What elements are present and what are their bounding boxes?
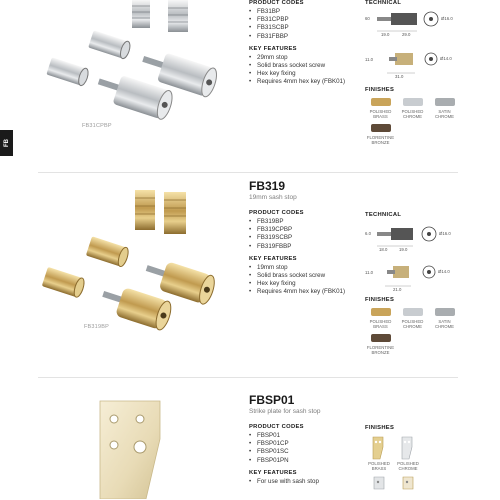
list-item: • Solid brass socket screw xyxy=(249,272,364,280)
more-finish-swatches xyxy=(365,476,475,490)
dim-label: 31.0 xyxy=(395,74,404,79)
chrome-swatch-icon xyxy=(402,96,424,108)
product-codes-heading: PRODUCT CODES xyxy=(249,424,304,430)
dim-label: 19.0 xyxy=(399,247,408,252)
photo-caption: FB319BP xyxy=(84,324,109,330)
product-title: FB319 xyxy=(249,179,286,193)
product-section-fb319 xyxy=(0,172,500,377)
dim-label: 21.0 xyxy=(393,287,402,292)
product-subtitle: Strike plate for sash stop xyxy=(249,408,321,415)
technical-finishes xyxy=(365,212,475,355)
dim-label: 6.0 xyxy=(365,231,371,236)
chrome-swatch-icon xyxy=(402,306,424,318)
dim-label: Ø16.0 xyxy=(441,16,453,21)
list-item: • Hex key fixing xyxy=(249,280,364,288)
side-tab-label: FB xyxy=(3,139,10,147)
finish-label: SATIN CHROME xyxy=(434,319,455,329)
finish-swatch xyxy=(365,122,396,145)
list-item: • FB319FBBP xyxy=(249,243,364,251)
technical-finishes xyxy=(365,0,475,145)
technical-drawing-svg xyxy=(365,220,475,292)
list-item: • Hex key fixing xyxy=(249,70,364,78)
finish-label: POLISHED CHROME xyxy=(401,319,424,329)
technical-drawing-svg xyxy=(365,8,475,80)
finish-swatch xyxy=(365,96,396,119)
product-codes-list xyxy=(249,432,364,465)
satin-swatch-icon xyxy=(434,306,456,318)
finishes-grid xyxy=(365,96,465,148)
bronze-swatch-icon xyxy=(370,122,392,134)
product-subtitle: 19mm sash stop xyxy=(249,194,297,201)
product-title: FBSP01 xyxy=(249,393,295,407)
list-item: • 29mm stop xyxy=(249,54,364,62)
list-item: • FB319CPBP xyxy=(249,226,364,234)
list-item: • For use with sash stop xyxy=(249,478,364,486)
finish-label: FLORENTINE BRONZE xyxy=(366,345,395,355)
technical-drawing xyxy=(365,8,475,80)
finish-label: POLISHED BRASS xyxy=(369,109,392,119)
dim-label: 29.0 xyxy=(402,32,411,37)
product-details xyxy=(249,180,364,297)
list-item: • FB319BP xyxy=(249,218,364,226)
key-features-list xyxy=(249,264,364,297)
brass-plate-swatch-icon xyxy=(371,436,387,460)
chrome-plate-swatch-icon xyxy=(400,436,416,460)
bronze-swatch-icon xyxy=(370,332,392,344)
brass-swatch-icon xyxy=(370,96,392,108)
list-item: • FB31SCBP xyxy=(249,24,364,32)
key-features-list xyxy=(249,478,364,486)
list-item: • FBSP01PN xyxy=(249,457,364,465)
dim-label: 18.0 xyxy=(379,247,388,252)
list-item: • FBSP01CP xyxy=(249,440,364,448)
finish-swatch xyxy=(429,306,460,329)
product-details xyxy=(249,394,364,486)
finish-label: SATIN CHROME xyxy=(434,109,455,119)
list-item: • FBSP01SC xyxy=(249,448,364,456)
product-details xyxy=(249,0,364,87)
product-section-fbsp01 xyxy=(0,377,500,500)
finishes-column xyxy=(365,425,475,490)
finish-swatch xyxy=(429,96,460,119)
product-photo-fb31 xyxy=(40,0,230,135)
key-features-list xyxy=(249,54,364,87)
satin-plate-swatch-icon xyxy=(372,476,388,490)
list-item: • Requires 4mm hex key (FBK01) xyxy=(249,288,364,296)
finish-swatch xyxy=(397,306,428,329)
finishes-grid xyxy=(365,306,465,358)
finish-label: POLISHED BRASS xyxy=(368,461,390,471)
finishes-grid xyxy=(365,436,465,474)
product-codes-list xyxy=(249,8,364,41)
dim-label: 19.0 xyxy=(381,32,390,37)
key-features-heading: KEY FEATURES xyxy=(249,255,297,262)
dim-label: Ø16.0 xyxy=(439,231,451,236)
finish-swatch xyxy=(365,436,393,471)
dim-label: 11.0 xyxy=(365,57,374,62)
list-item: • Requires 4mm hex key (FBK01) xyxy=(249,78,364,86)
product-codes-heading: PRODUCT CODES xyxy=(249,210,304,216)
product-codes-heading: PRODUCT CODES xyxy=(249,0,304,6)
finish-swatch xyxy=(394,436,422,471)
product-photo-fb319 xyxy=(40,190,230,340)
list-item: • FB31FBBP xyxy=(249,33,364,41)
satin-swatch-icon xyxy=(434,96,456,108)
dim-label: 11.0 xyxy=(365,270,374,275)
dim-label: Ø14.0 xyxy=(440,56,452,61)
dim-label: 60 xyxy=(365,16,370,21)
finishes-heading: FINISHES xyxy=(365,297,395,303)
brass-swatch-icon xyxy=(370,306,392,318)
list-item: • FB31CPBP xyxy=(249,16,364,24)
product-codes-list xyxy=(249,218,364,251)
technical-heading: TECHNICAL xyxy=(365,212,402,218)
finish-swatch xyxy=(397,96,428,119)
list-item: • FB31BP xyxy=(249,8,364,16)
photo-caption: FB31CPBP xyxy=(82,123,112,129)
product-photo-fbsp01 xyxy=(98,399,228,499)
finish-label: POLISHED CHROME xyxy=(401,109,424,119)
key-features-heading: KEY FEATURES xyxy=(249,469,297,476)
finishes-heading: FINISHES xyxy=(365,87,395,93)
product-section-fb31 xyxy=(0,0,500,172)
finish-label: POLISHED BRASS xyxy=(369,319,392,329)
finishes-heading: FINISHES xyxy=(365,425,395,431)
dim-label: Ø14.0 xyxy=(438,269,450,274)
technical-drawing xyxy=(365,220,475,292)
finish-label: POLISHED CHROME xyxy=(397,461,419,471)
list-item: • FB319SCBP xyxy=(249,234,364,242)
finish-swatch xyxy=(365,332,396,355)
key-features-heading: KEY FEATURES xyxy=(249,45,297,52)
list-item: • 19mm stop xyxy=(249,264,364,272)
list-item: • FBSP01 xyxy=(249,432,364,440)
nickel-plate-swatch-icon xyxy=(401,476,417,490)
list-item: • Solid brass socket screw xyxy=(249,62,364,70)
finish-label: FLORENTINE BRONZE xyxy=(366,135,395,145)
technical-heading: TECHNICAL xyxy=(365,0,402,6)
finish-swatch xyxy=(365,306,396,329)
